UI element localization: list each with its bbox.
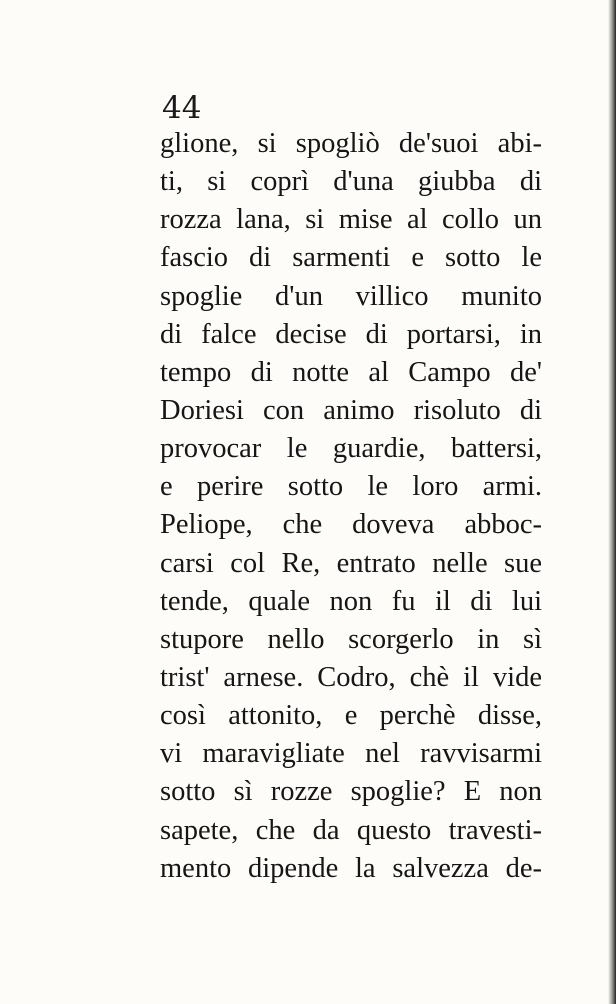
page-edge-shadow	[608, 0, 616, 1004]
text-line: così attonito, e perchè disse,	[160, 700, 542, 732]
text-line: e perire sotto le loro armi.	[160, 471, 542, 503]
text-line: provocar le guardie, battersi,	[160, 433, 542, 465]
text-line: ti, si coprì d'una giubba di	[160, 166, 542, 198]
body-text	[160, 125, 542, 888]
text-line: tende, quale non fu il di lui	[160, 585, 542, 617]
text-line: carsi col Re, entrato nelle sue	[160, 547, 542, 579]
text-line: spoglie d'un villico munito	[160, 280, 542, 312]
text-line: di falce decise di portarsi, in	[160, 318, 542, 350]
text-line: vi maravigliate nel ravvisarmi	[160, 738, 542, 770]
text-line: fascio di sarmenti e sotto le	[160, 242, 542, 274]
page-number: 44	[162, 90, 202, 126]
text-line: sotto sì rozze spoglie? E non	[160, 776, 542, 808]
text-line: sapete, che da questo travesti-	[160, 814, 542, 846]
text-line: glione, si spogliò de'suoi abi-	[160, 128, 542, 159]
text-line: Doriesi con animo risoluto di	[160, 394, 542, 426]
text-line: stupore nello scorgerlo in sì	[160, 623, 542, 655]
text-line: mento dipende la salvezza de-	[160, 852, 542, 884]
text-line: tempo di notte al Campo de'	[160, 356, 542, 388]
text-line: rozza lana, si mise al collo un	[160, 204, 542, 236]
text-line: Peliope, che doveva abboc-	[160, 509, 542, 541]
text-line: trist' arnese. Codro, chè il vide	[160, 661, 542, 693]
